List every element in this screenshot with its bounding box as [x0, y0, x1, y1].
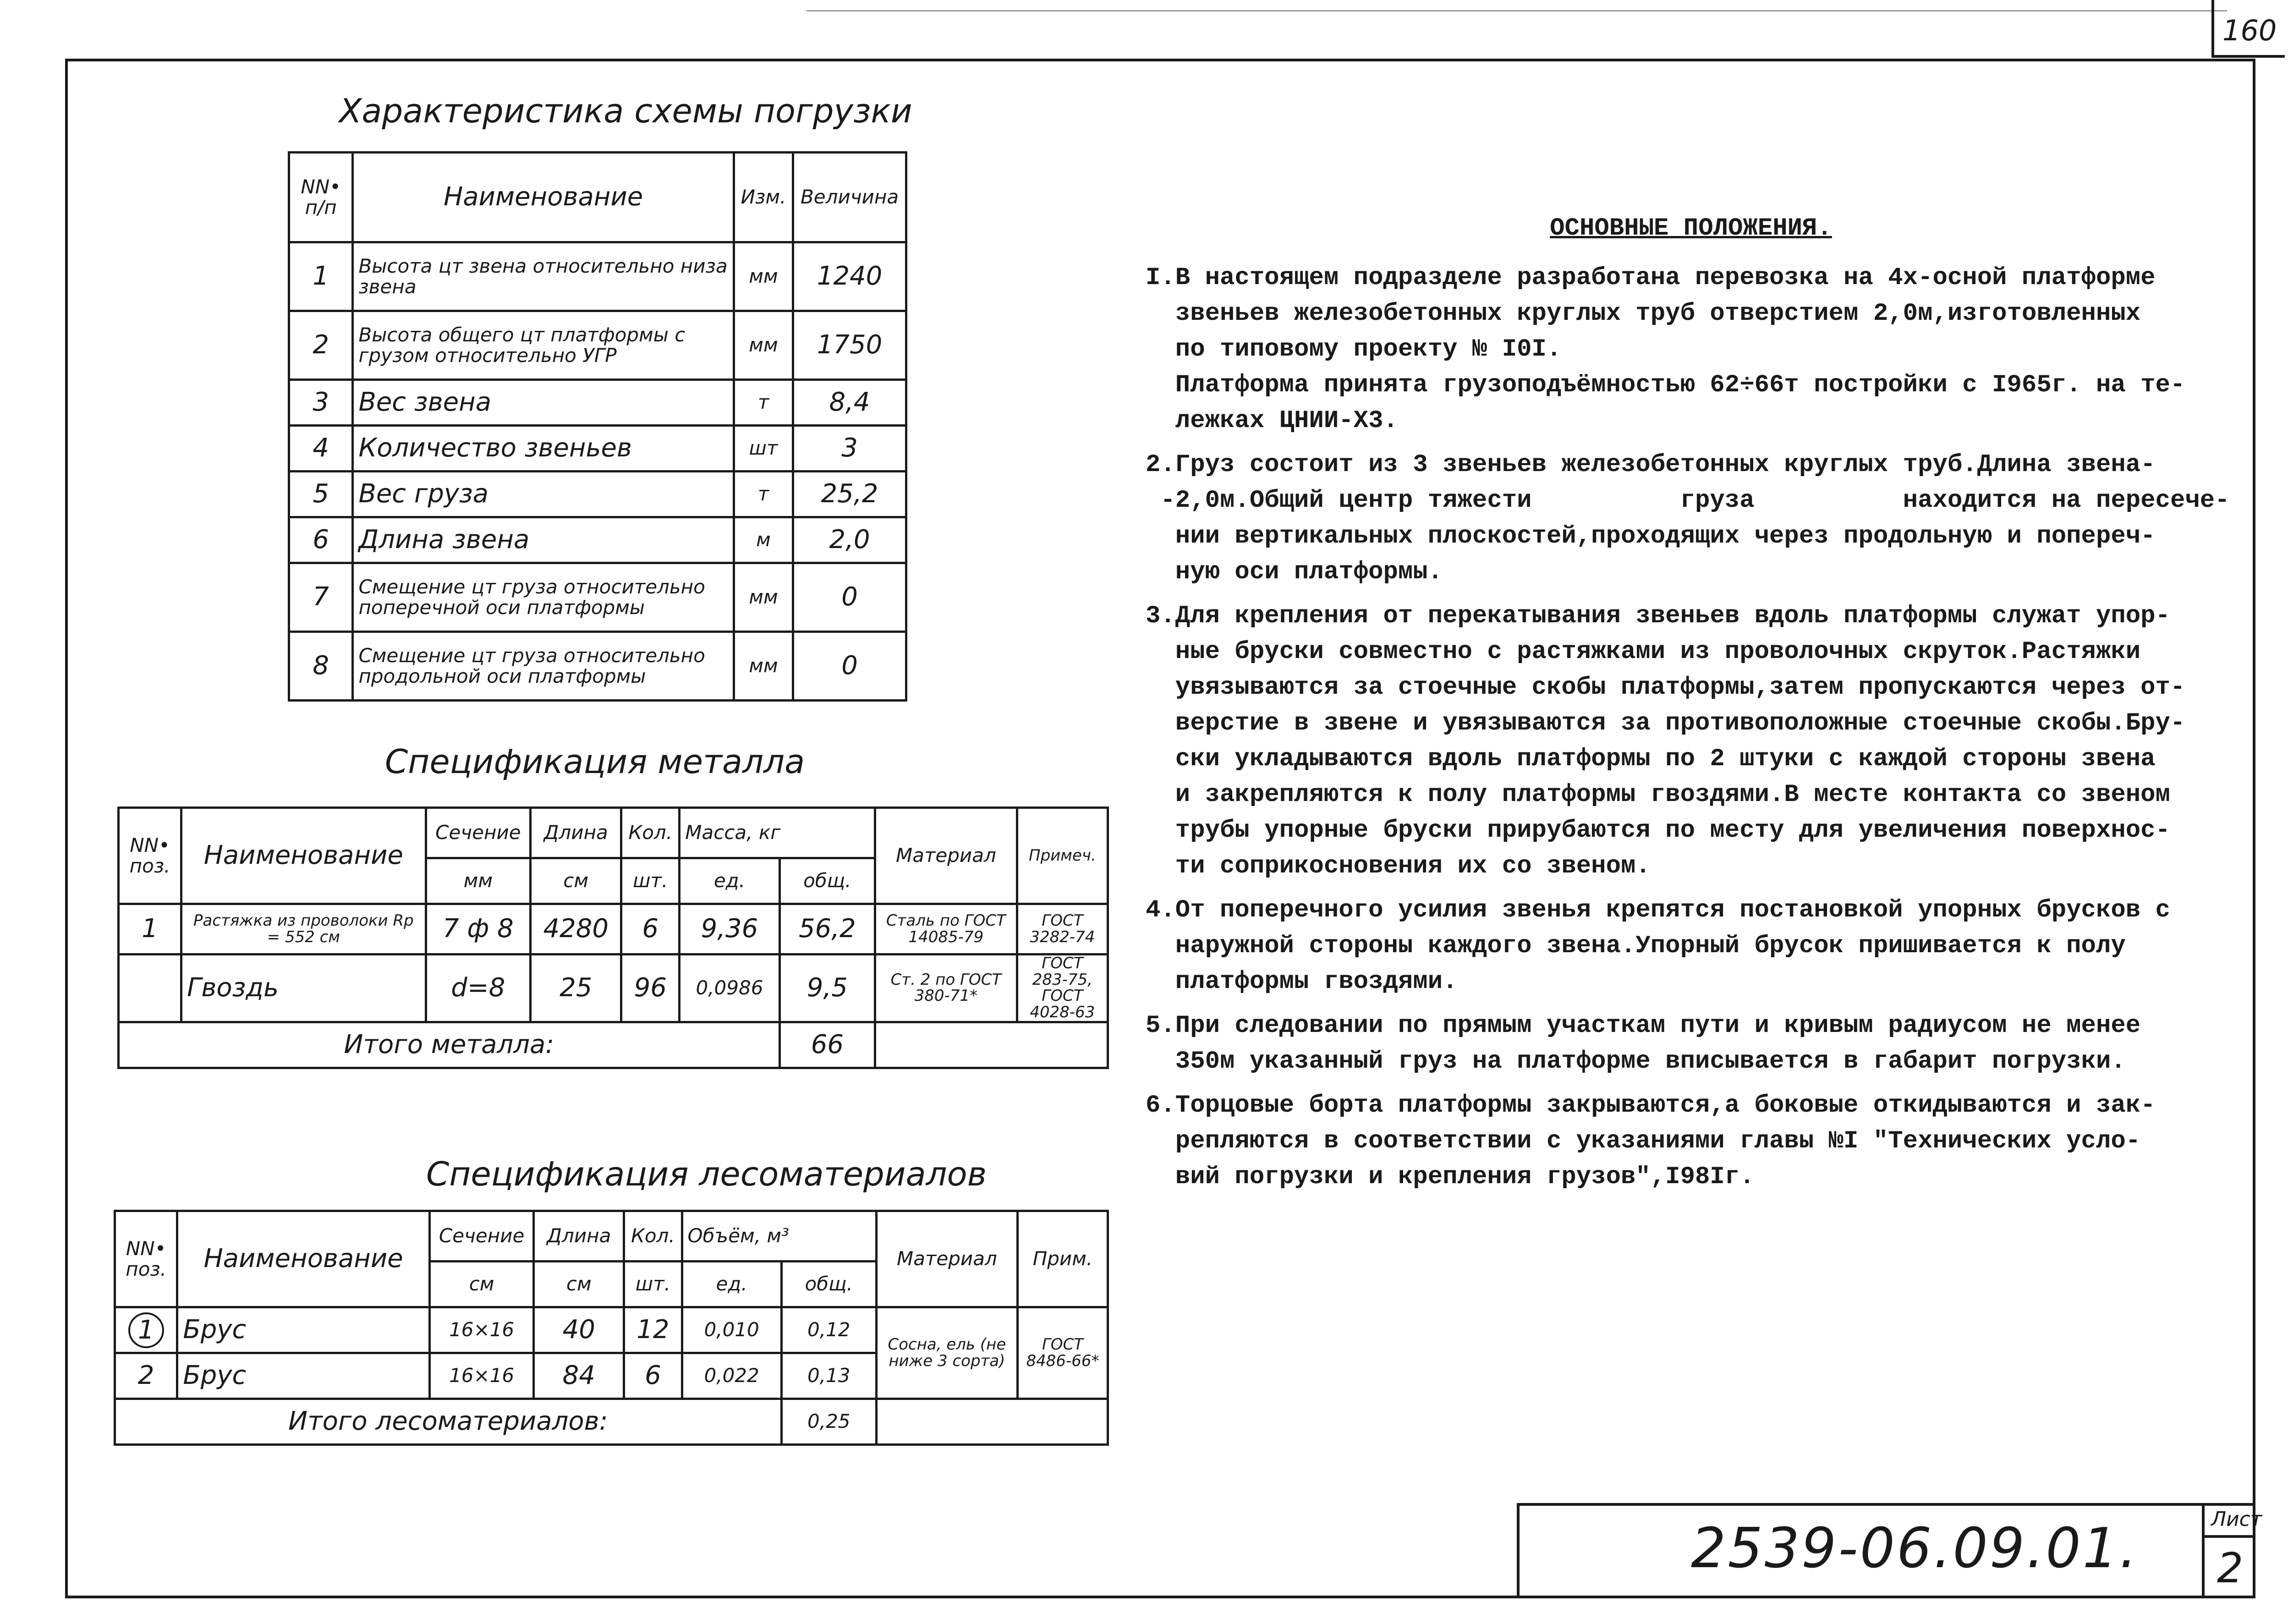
- loading-table: [288, 151, 907, 702]
- circled-position-number: 1: [128, 1312, 164, 1348]
- table-row: Гвоздь d=8 25 96 0,0986 9,5 Ст. 2 по ГОСТ 380-71* ГОСТ 283-75, ГОСТ 4028-63: [119, 955, 1108, 1022]
- loading-table-title: Характеристика схемы погрузки: [339, 92, 912, 130]
- table-row: 1 Высота цт звена относительно низа звена мм 1240: [289, 242, 906, 311]
- sheet-number: 160: [2222, 14, 2277, 47]
- paragraph-4: 4.От поперечного усилия звенья крепятся постановкой упорных брусков с наружной стороны каждого звена.Упорный брусок пришивается к полу платформы гвоздями.: [1146, 896, 2170, 996]
- paragraph-3: 3.Для крепления от перекатывания звеньев вдоль платформы служат упор- ные бруски совместно с растяжками из проволочных скруток.Растяжки увязываются за стоечные скобы платформы,затем пропускаются через от- верстие в звене и увязываются за противоположные стоечные скобы.Бру- ски укладываются вдоль платформы по 2 штуки с каждой стороны звена и закрепляются к полу платформы гвоздями.В месте контакта со звеном трубы упорные бруски прирубаются по месту для увеличения поверхнос- ти соприкосновения их со звеном.: [1146, 602, 2185, 880]
- table-row: 6 Длина звена м 2,0: [289, 517, 906, 563]
- table-total-row: Итого лесоматериалов: 0,25: [115, 1399, 1108, 1445]
- table-row: 7 Смещение цт груза относительно поперечной оси платформы мм 0: [289, 563, 906, 632]
- table-row: 1 Растяжка из проволоки Rр = 552 см 7 ф 8 4280 6 9,36 56,2 Сталь по ГОСТ 14085-79 ГОСТ 3282-74: [119, 904, 1108, 955]
- document-code: 2539-06.09.01.: [1691, 1517, 2139, 1580]
- wood-table-title: Спецификация лесоматериалов: [426, 1155, 987, 1193]
- top-line: [807, 10, 2227, 11]
- col-unit: Изм.: [734, 153, 793, 242]
- table-row: 2 Брус 16×16 84 6 0,022 0,13: [115, 1353, 1108, 1399]
- table-row: 4 Количество звеньев шт 3: [289, 426, 906, 472]
- sheet-label: Лист: [2211, 1508, 2262, 1531]
- table-row: 8 Смещение цт груза относительно продольной оси платформы мм 0: [289, 632, 906, 701]
- metal-table: NN• поз. Наименование Сечение Длина Кол. Масса, кг Материал Примеч. мм см шт. ед. общ. 1 Растяжка из проволоки Rр = 552 см 7 ф 8 4280 6 9,36 56,2 Сталь по ГОСТ 14085-79 ГОСТ 3282-74 Гвоздь d=8 25 96 0,0986 9,5 Ст. 2 по ГОСТ 380-71* ГОСТ 283-75, ГОСТ 4028-63 Итого металла: 66: [117, 807, 1109, 1069]
- wood-table: NN• поз. Наименование Сечение Длина Кол. Объём, м³ Материал Прим. см см шт. ед. общ. 1 Брус 16×16 40 12 0,010 0,12 Сосна, ель (не ниже 3 сорта) ГОСТ 8486-66* 2 Брус 16×16 84 6 0,022 0,13 Итого лесоматериалов: 0,25: [114, 1210, 1109, 1446]
- table-row: 2 Высота общего цт платформы с грузом относительно УГР мм 1750: [289, 311, 906, 380]
- paragraph-6: 6.Торцовые борта платформы закрываются,а боковые откидываются и зак- репляются в соответствии с указаниями главы №I "Технических усло- вий погрузки и крепления грузов",I98Iг.: [1146, 1092, 2156, 1191]
- table-row: 3 Вес звена т 8,4: [289, 380, 906, 426]
- main-heading: ОСНОВНЫЕ ПОЛОЖЕНИЯ.: [1550, 214, 1832, 242]
- col-value: Величина: [793, 153, 906, 242]
- col-num: NN• п/п: [289, 153, 353, 242]
- table-total-row: Итого металла: 66: [119, 1022, 1108, 1068]
- paragraph-1: I.В настоящем подразделе разработана перевозка на 4х-осной платформе звеньев железобетонных круглых труб отверстием 2,0м,изготовленных по типовому проекту № I0I. Платформа принята грузоподъёмностью 62÷66т постройки с I965г. на те- лежках ЦНИИ-Х3.: [1146, 264, 2185, 435]
- table-row: 1 Брус 16×16 40 12 0,010 0,12 Сосна, ель (не ниже 3 сорта) ГОСТ 8486-66*: [115, 1307, 1108, 1353]
- sheet-value: 2: [2217, 1544, 2244, 1592]
- col-name: Наименование: [353, 153, 734, 242]
- metal-table-title: Спецификация металла: [385, 742, 805, 781]
- sheet-cell-divider: [2202, 1535, 2255, 1538]
- table-row: 5 Вес груза т 25,2: [289, 472, 906, 517]
- paragraph-2: 2.Груз состоит из 3 звеньев железобетонных круглых труб.Длина звена- -2,0м.Общий центр тяжести груза находится на пересече- нии вертикальных плоскостей,проходящих через продольную и попереч- ную оси платформы.: [1146, 451, 2230, 586]
- paragraph-5: 5.При следовании по прямым участкам пути и кривым радиусом не менее 350м указанный груз на платформе вписывается в габарит погрузки.: [1146, 1012, 2141, 1075]
- main-text: [1146, 211, 2230, 1203]
